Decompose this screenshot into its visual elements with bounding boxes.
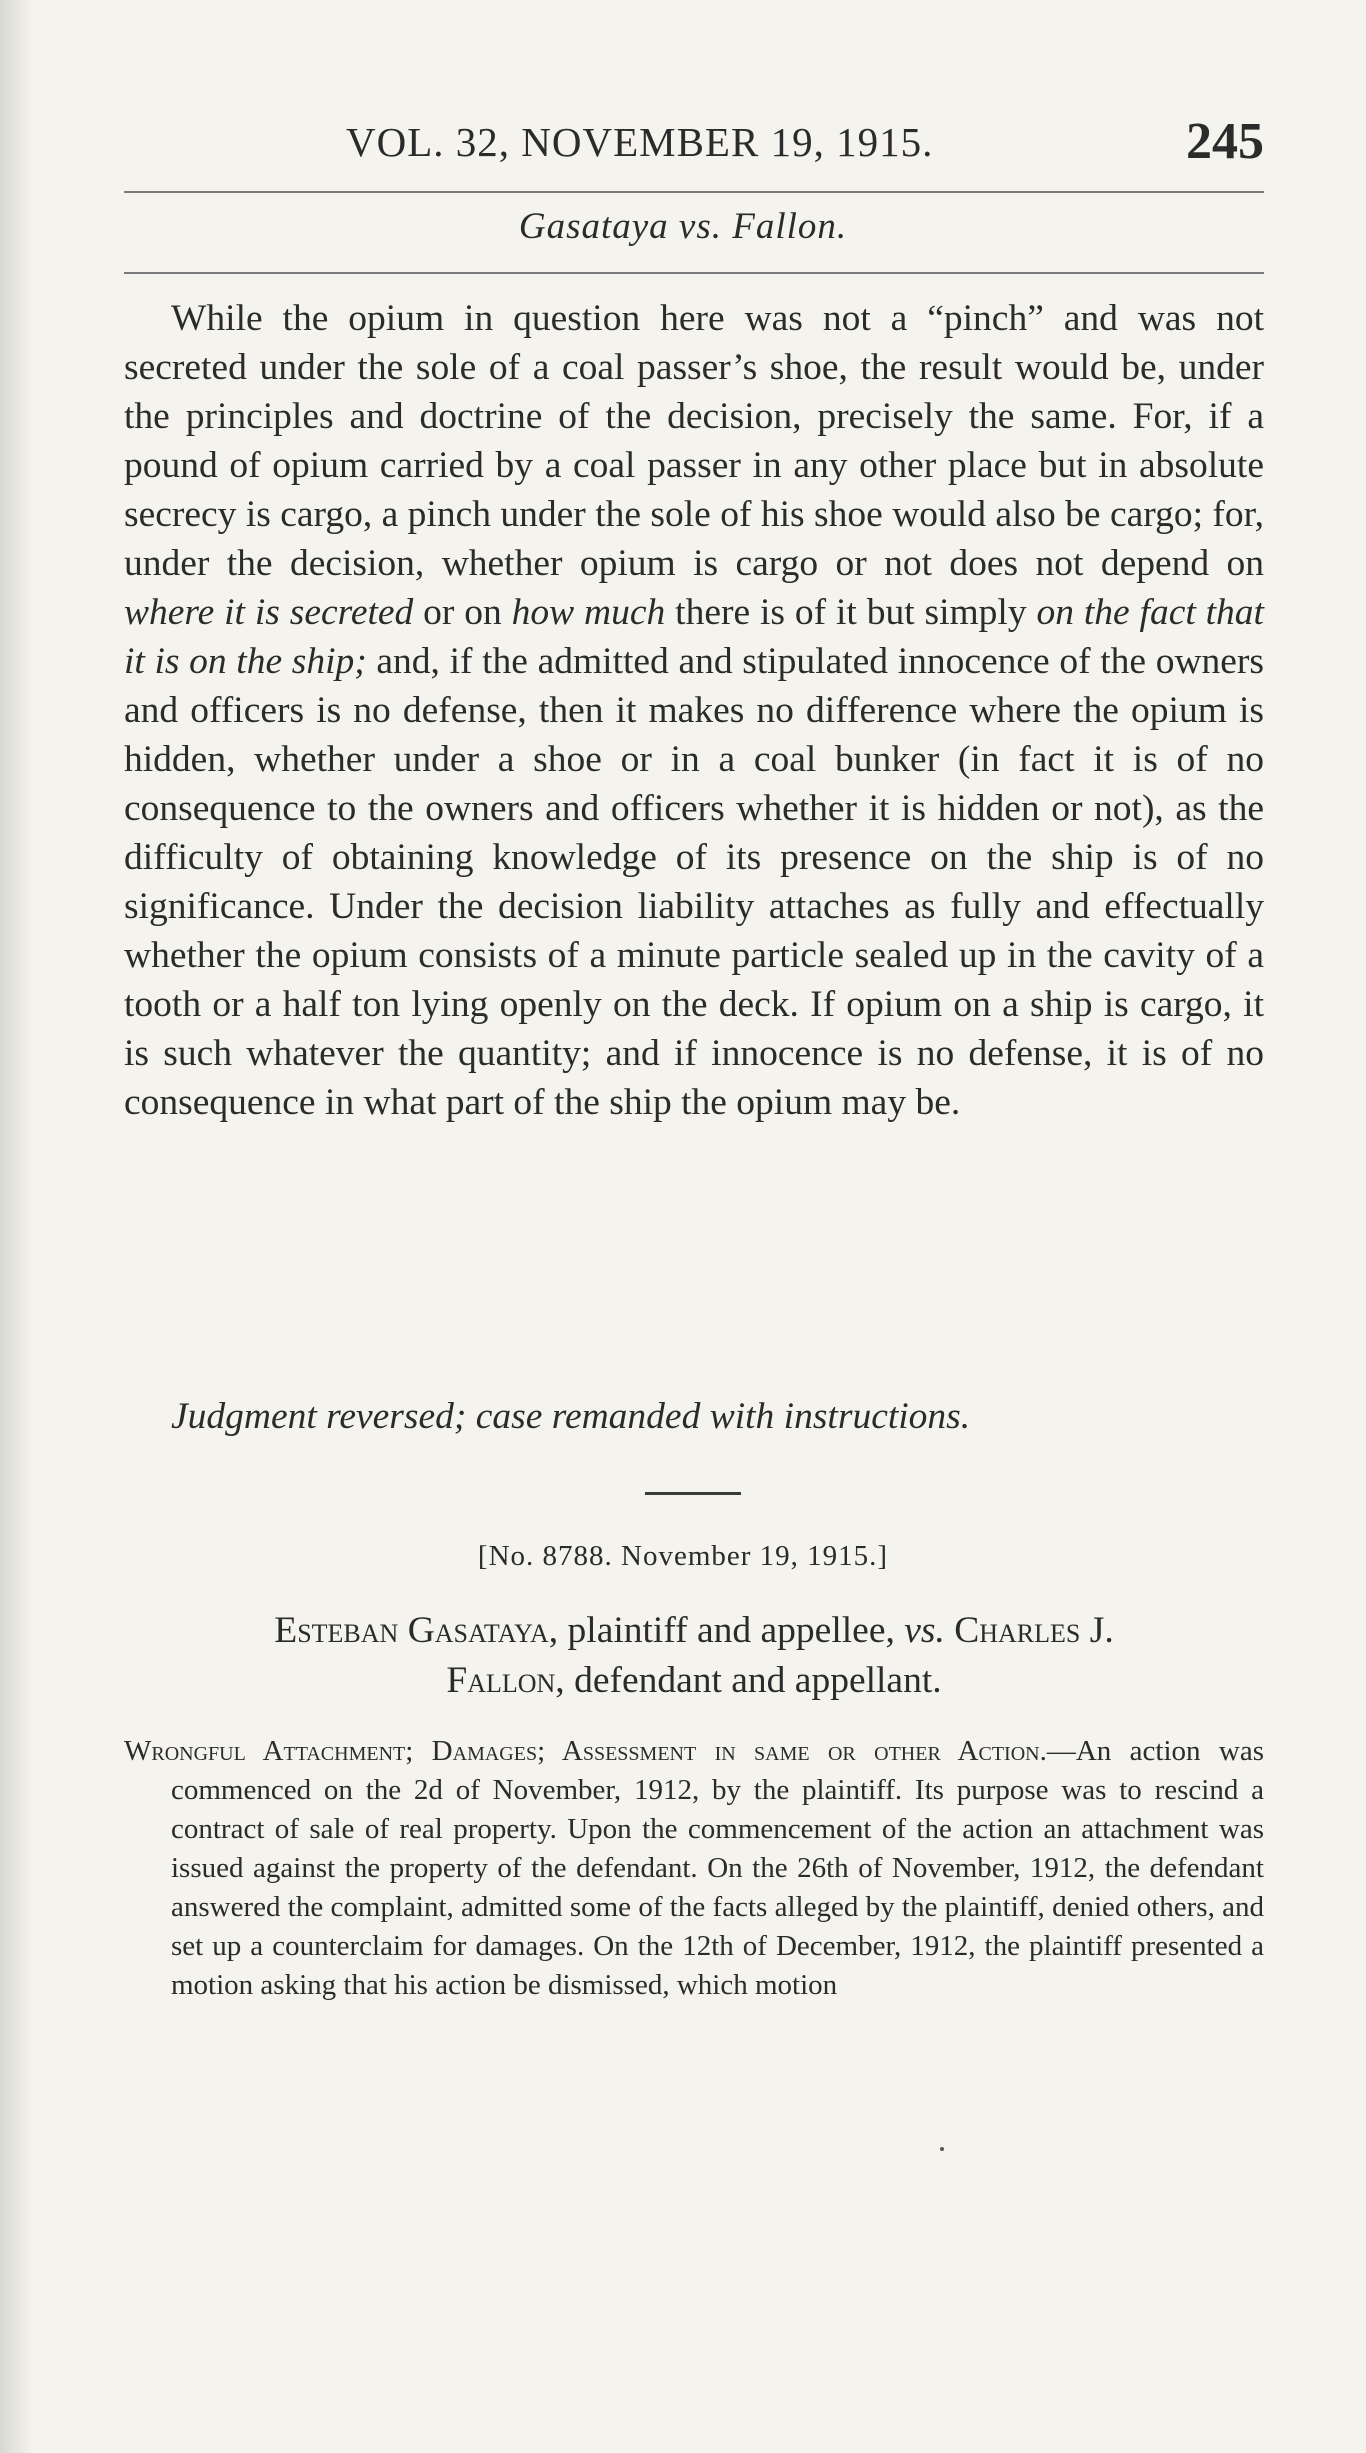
running-head: VOL. 32, NOVEMBER 19, 1915. (346, 119, 934, 165)
page-number: 245 (1186, 113, 1264, 170)
paragraph-text: or on (413, 592, 512, 633)
syllabus-text: —An action was commenced on the 2d of November, 1912, by the plaintiff. Its purpose was to rescind a contract of sale of real property. Upon the commencement of the action an attachment was issued against the property of the defendant. On the 26th of November, 1912, the defendant answered the complaint, admitted some of the facts alleged by the plaintiff, denied others, and set up a counterclaim for damages. On the 12th of December, 1912, the plaintiff presented a motion asking that his action be dismissed, which motion (171, 1735, 1264, 2001)
page-edge-shadow (0, 0, 34, 2453)
defendant-role: defendant and appellant. (564, 1660, 942, 1701)
paragraph-text: and, if the admitted and stipulated innocence of the owners and officers is no defense, then it makes no difference where the opium is hidden, whether under a shoe or in a coal bunker (in fact it is of no consequence to the owners and officers whether it is hidden or not), as the difficulty of obtaining knowledge of its presence on the ship is of no significance. Under the decision liability attaches as fully and effectually whether the opium consists of a minute particle sealed up in the cavity of a tooth or a half ton lying openly on the deck. If opium on a ship is cargo, it is such whatever the quantity; and if innocence is no defense, it is of no consequence in what part of the ship the opium may be. (124, 641, 1264, 1123)
page-speck (940, 2147, 944, 2151)
header-rule-bottom (124, 272, 1264, 274)
docket-number: [No. 8788. November 19, 1915.] (477, 1540, 889, 1572)
syllabus-heading: Wrongful Attachment; Damages; Assessment in same or other Action. (124, 1735, 1047, 1767)
plaintiff-name: Esteban Gasataya, (274, 1610, 559, 1651)
case-title: Gasataya vs. Fallon. (518, 206, 848, 247)
case-parties (124, 1606, 1264, 1706)
emphasis-where: where it is secreted (124, 592, 414, 633)
header-rule-top (124, 191, 1264, 193)
plaintiff-role: plaintiff and appellee, (558, 1610, 905, 1651)
page-header (124, 113, 1264, 198)
versus: vs. (904, 1610, 945, 1651)
opinion-body (124, 294, 1264, 1127)
defendant-surname: Fallon, (446, 1660, 565, 1701)
syllabus (124, 1732, 1264, 2005)
paragraph-text: While the opium in question here was not a “pinch” and was not secreted under the sole of a coal passer’s shoe, the result would be, under the principles and doctrine of the decision, precisely the same. For, if a pound of opium carried by a coal passer in any other place but in absolute secrecy is cargo, a pinch under the sole of his shoe would also be cargo; for, under the decision, whether opium is cargo or not does not depend on (124, 298, 1264, 584)
section-divider (645, 1492, 741, 1495)
opinion-paragraph (124, 294, 1264, 1127)
emphasis-on-ship: on the fact that it is on the ship; (124, 592, 1264, 682)
emphasis-how-much: how much (511, 592, 666, 633)
paragraph-text: there is of it but simply (665, 592, 1037, 633)
defendant-name: Charles J. (944, 1610, 1114, 1651)
judgment-line: Judgment reversed; case remanded with instructions. (171, 1396, 971, 1437)
